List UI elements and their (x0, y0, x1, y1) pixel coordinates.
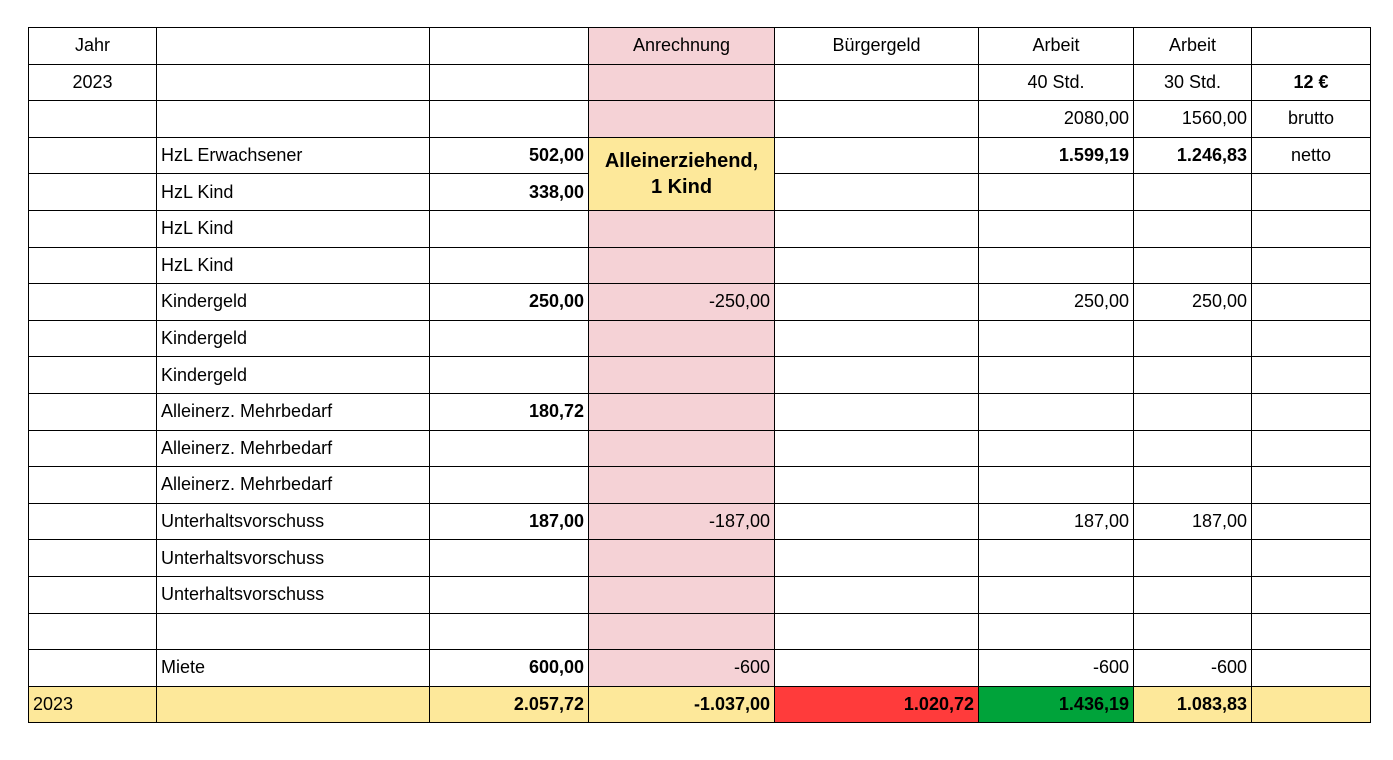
row-anrechnung[interactable] (589, 320, 775, 357)
row-arbeit-2[interactable] (1134, 247, 1252, 284)
note-cell[interactable] (589, 137, 775, 210)
empty-cell[interactable] (29, 540, 157, 577)
row-label[interactable]: Kindergeld (157, 320, 430, 357)
row-anrechnung[interactable] (589, 393, 775, 430)
table-row (29, 430, 1371, 467)
total-amount[interactable]: 2.057,72 (430, 686, 589, 723)
row-arbeit-1[interactable]: -600 (979, 650, 1134, 687)
row-arbeit-2[interactable] (1134, 576, 1252, 613)
row-anrechnung[interactable] (589, 247, 775, 284)
row-extra[interactable] (1252, 247, 1371, 284)
empty-cell[interactable] (775, 137, 979, 174)
empty-cell[interactable] (1252, 686, 1371, 723)
header-empty-cell[interactable] (430, 28, 589, 65)
empty-cell[interactable] (430, 101, 589, 138)
empty-cell[interactable] (775, 247, 979, 284)
row-label[interactable]: Alleinerz. Mehrbedarf (157, 467, 430, 504)
row-extra[interactable] (1252, 174, 1371, 211)
empty-cell[interactable] (29, 210, 157, 247)
row-amount[interactable] (430, 576, 589, 613)
table-row (29, 650, 1371, 687)
row-arbeit-2[interactable]: 250,00 (1134, 284, 1252, 321)
row-amount[interactable] (430, 357, 589, 394)
empty-cell[interactable] (775, 576, 979, 613)
empty-cell[interactable] (29, 284, 157, 321)
row-amount[interactable]: 338,00 (430, 174, 589, 211)
row-arbeit-1[interactable] (979, 210, 1134, 247)
row-arbeit-2[interactable]: 1.246,83 (1134, 137, 1252, 174)
row-arbeit-2[interactable] (1134, 393, 1252, 430)
total-anrechnung[interactable]: -1.037,00 (589, 686, 775, 723)
row-arbeit-1[interactable]: 187,00 (979, 503, 1134, 540)
empty-cell[interactable] (29, 576, 157, 613)
row-label[interactable]: Miete (157, 650, 430, 687)
empty-cell[interactable] (29, 503, 157, 540)
empty-cell[interactable] (775, 467, 979, 504)
row-amount[interactable]: 250,00 (430, 284, 589, 321)
row-anrechnung[interactable] (589, 357, 775, 394)
table-row (29, 503, 1371, 540)
table-row (29, 284, 1371, 321)
row-arbeit-1[interactable] (979, 247, 1134, 284)
empty-cell[interactable] (775, 320, 979, 357)
row-arbeit-2[interactable] (1134, 357, 1252, 394)
header-anrechnung[interactable]: Anrechnung (589, 28, 775, 65)
row-amount[interactable] (430, 540, 589, 577)
row-extra[interactable] (1252, 576, 1371, 613)
row-amount[interactable] (430, 430, 589, 467)
header-row (29, 28, 1371, 65)
row-extra[interactable]: netto (1252, 137, 1371, 174)
row-label[interactable]: Alleinerz. Mehrbedarf (157, 393, 430, 430)
row-arbeit-1[interactable]: 250,00 (979, 284, 1134, 321)
empty-cell[interactable] (29, 650, 157, 687)
row-arbeit-1[interactable] (979, 430, 1134, 467)
row-arbeit-2[interactable] (1134, 210, 1252, 247)
empty-cell[interactable] (157, 101, 430, 138)
empty-cell[interactable] (29, 357, 157, 394)
row-arbeit-2[interactable] (1134, 613, 1252, 650)
table-row (29, 540, 1371, 577)
brutto-value-2[interactable]: 1560,00 (1134, 101, 1252, 138)
row-extra[interactable] (1252, 503, 1371, 540)
header-empty-cell[interactable] (157, 28, 430, 65)
empty-cell[interactable] (775, 650, 979, 687)
row-extra[interactable] (1252, 650, 1371, 687)
empty-cell[interactable] (157, 686, 430, 723)
row-arbeit-2[interactable] (1134, 320, 1252, 357)
empty-cell[interactable] (775, 503, 979, 540)
total-arbeit-2[interactable]: 1.083,83 (1134, 686, 1252, 723)
empty-cell[interactable] (29, 430, 157, 467)
header-arbeit-2[interactable]: Arbeit (1134, 28, 1252, 65)
empty-cell[interactable] (29, 393, 157, 430)
brutto-value-1[interactable]: 2080,00 (979, 101, 1134, 138)
row-label[interactable]: Kindergeld (157, 284, 430, 321)
note-line-1: Alleinerziehend, (604, 149, 759, 172)
row-label[interactable]: Unterhaltsvorschuss (157, 503, 430, 540)
row-extra[interactable] (1252, 320, 1371, 357)
row-extra[interactable] (1252, 357, 1371, 394)
header-arbeit-1[interactable]: Arbeit (979, 28, 1134, 65)
row-arbeit-1[interactable] (979, 393, 1134, 430)
empty-cell[interactable] (29, 247, 157, 284)
row-arbeit-1[interactable] (979, 467, 1134, 504)
empty-cell[interactable] (775, 101, 979, 138)
empty-cell[interactable] (775, 210, 979, 247)
row-amount[interactable] (430, 613, 589, 650)
row-arbeit-1[interactable] (979, 320, 1134, 357)
empty-cell[interactable] (29, 467, 157, 504)
row-amount[interactable]: 180,72 (430, 393, 589, 430)
row-extra[interactable] (1252, 210, 1371, 247)
row-anrechnung[interactable] (589, 430, 775, 467)
table-row (29, 393, 1371, 430)
row-arbeit-2[interactable]: 187,00 (1134, 503, 1252, 540)
subheader-year[interactable]: 2023 (29, 64, 157, 101)
empty-cell[interactable] (29, 137, 157, 174)
row-label[interactable]: HzL Erwachsener (157, 137, 430, 174)
row-arbeit-1[interactable] (979, 576, 1134, 613)
subheader-hours-1[interactable]: 40 Std. (979, 64, 1134, 101)
row-anrechnung[interactable] (589, 613, 775, 650)
table-row (29, 576, 1371, 613)
empty-cell[interactable] (430, 64, 589, 101)
subheader-row (29, 64, 1371, 101)
row-amount[interactable] (430, 467, 589, 504)
row-anrechnung[interactable] (589, 576, 775, 613)
row-anrechnung[interactable]: -600 (589, 650, 775, 687)
row-amount[interactable] (430, 320, 589, 357)
anrechnung-cell[interactable] (589, 101, 775, 138)
row-extra[interactable] (1252, 430, 1371, 467)
row-anrechnung[interactable] (589, 540, 775, 577)
row-amount[interactable] (430, 247, 589, 284)
empty-cell[interactable] (775, 174, 979, 211)
row-extra[interactable] (1252, 613, 1371, 650)
brutto-label[interactable]: brutto (1252, 101, 1371, 138)
row-anrechnung[interactable]: -250,00 (589, 284, 775, 321)
empty-cell[interactable] (157, 64, 430, 101)
row-arbeit-2[interactable]: -600 (1134, 650, 1252, 687)
header-empty-cell[interactable] (1252, 28, 1371, 65)
empty-cell[interactable] (775, 64, 979, 101)
empty-cell[interactable] (775, 393, 979, 430)
row-arbeit-2[interactable] (1134, 540, 1252, 577)
row-extra[interactable] (1252, 467, 1371, 504)
subheader-wage[interactable]: 12 € (1252, 64, 1371, 101)
row-arbeit-2[interactable] (1134, 467, 1252, 504)
row-label[interactable] (157, 613, 430, 650)
row-label[interactable]: HzL Kind (157, 247, 430, 284)
row-label[interactable]: HzL Kind (157, 174, 430, 211)
total-row (29, 686, 1371, 723)
row-amount[interactable]: 187,00 (430, 503, 589, 540)
table-row (29, 320, 1371, 357)
table-row (29, 613, 1371, 650)
header-buergergeld[interactable]: Bürgergeld (775, 28, 979, 65)
row-label[interactable]: Kindergeld (157, 357, 430, 394)
row-label[interactable]: Alleinerz. Mehrbedarf (157, 430, 430, 467)
empty-cell[interactable] (775, 284, 979, 321)
empty-cell[interactable] (29, 101, 157, 138)
total-year[interactable]: 2023 (29, 686, 157, 723)
row-arbeit-1[interactable] (979, 357, 1134, 394)
row-arbeit-1[interactable] (979, 613, 1134, 650)
empty-cell[interactable] (775, 613, 979, 650)
row-anrechnung[interactable] (589, 210, 775, 247)
table-row (29, 247, 1371, 284)
row-arbeit-1[interactable] (979, 174, 1134, 211)
row-extra[interactable] (1252, 540, 1371, 577)
row-anrechnung[interactable] (589, 467, 775, 504)
row-amount[interactable]: 502,00 (430, 137, 589, 174)
row-extra[interactable] (1252, 393, 1371, 430)
empty-cell[interactable] (775, 430, 979, 467)
subheader-hours-2[interactable]: 30 Std. (1134, 64, 1252, 101)
row-arbeit-1[interactable]: 1.599,19 (979, 137, 1134, 174)
empty-cell[interactable] (29, 320, 157, 357)
empty-cell[interactable] (29, 613, 157, 650)
row-amount[interactable]: 600,00 (430, 650, 589, 687)
table-row (29, 467, 1371, 504)
total-buergergeld[interactable]: 1.020,72 (775, 686, 979, 723)
total-arbeit-1[interactable]: 1.436,19 (979, 686, 1134, 723)
table-row (29, 357, 1371, 394)
empty-cell[interactable] (775, 357, 979, 394)
anrechnung-cell[interactable] (589, 64, 775, 101)
spreadsheet-table (28, 27, 1371, 723)
brutto-row (29, 101, 1371, 138)
header-year-label[interactable]: Jahr (29, 28, 157, 65)
row-label[interactable]: Unterhaltsvorschuss (157, 576, 430, 613)
row-arbeit-1[interactable] (979, 540, 1134, 577)
row-arbeit-2[interactable] (1134, 430, 1252, 467)
empty-cell[interactable] (775, 540, 979, 577)
table-row (29, 137, 1371, 174)
note-line-2: 1 Kind (650, 175, 713, 198)
empty-cell[interactable] (29, 174, 157, 211)
table-row (29, 210, 1371, 247)
row-arbeit-2[interactable] (1134, 174, 1252, 211)
row-label[interactable]: HzL Kind (157, 210, 430, 247)
row-extra[interactable] (1252, 284, 1371, 321)
row-anrechnung[interactable]: -187,00 (589, 503, 775, 540)
row-amount[interactable] (430, 210, 589, 247)
row-label[interactable]: Unterhaltsvorschuss (157, 540, 430, 577)
